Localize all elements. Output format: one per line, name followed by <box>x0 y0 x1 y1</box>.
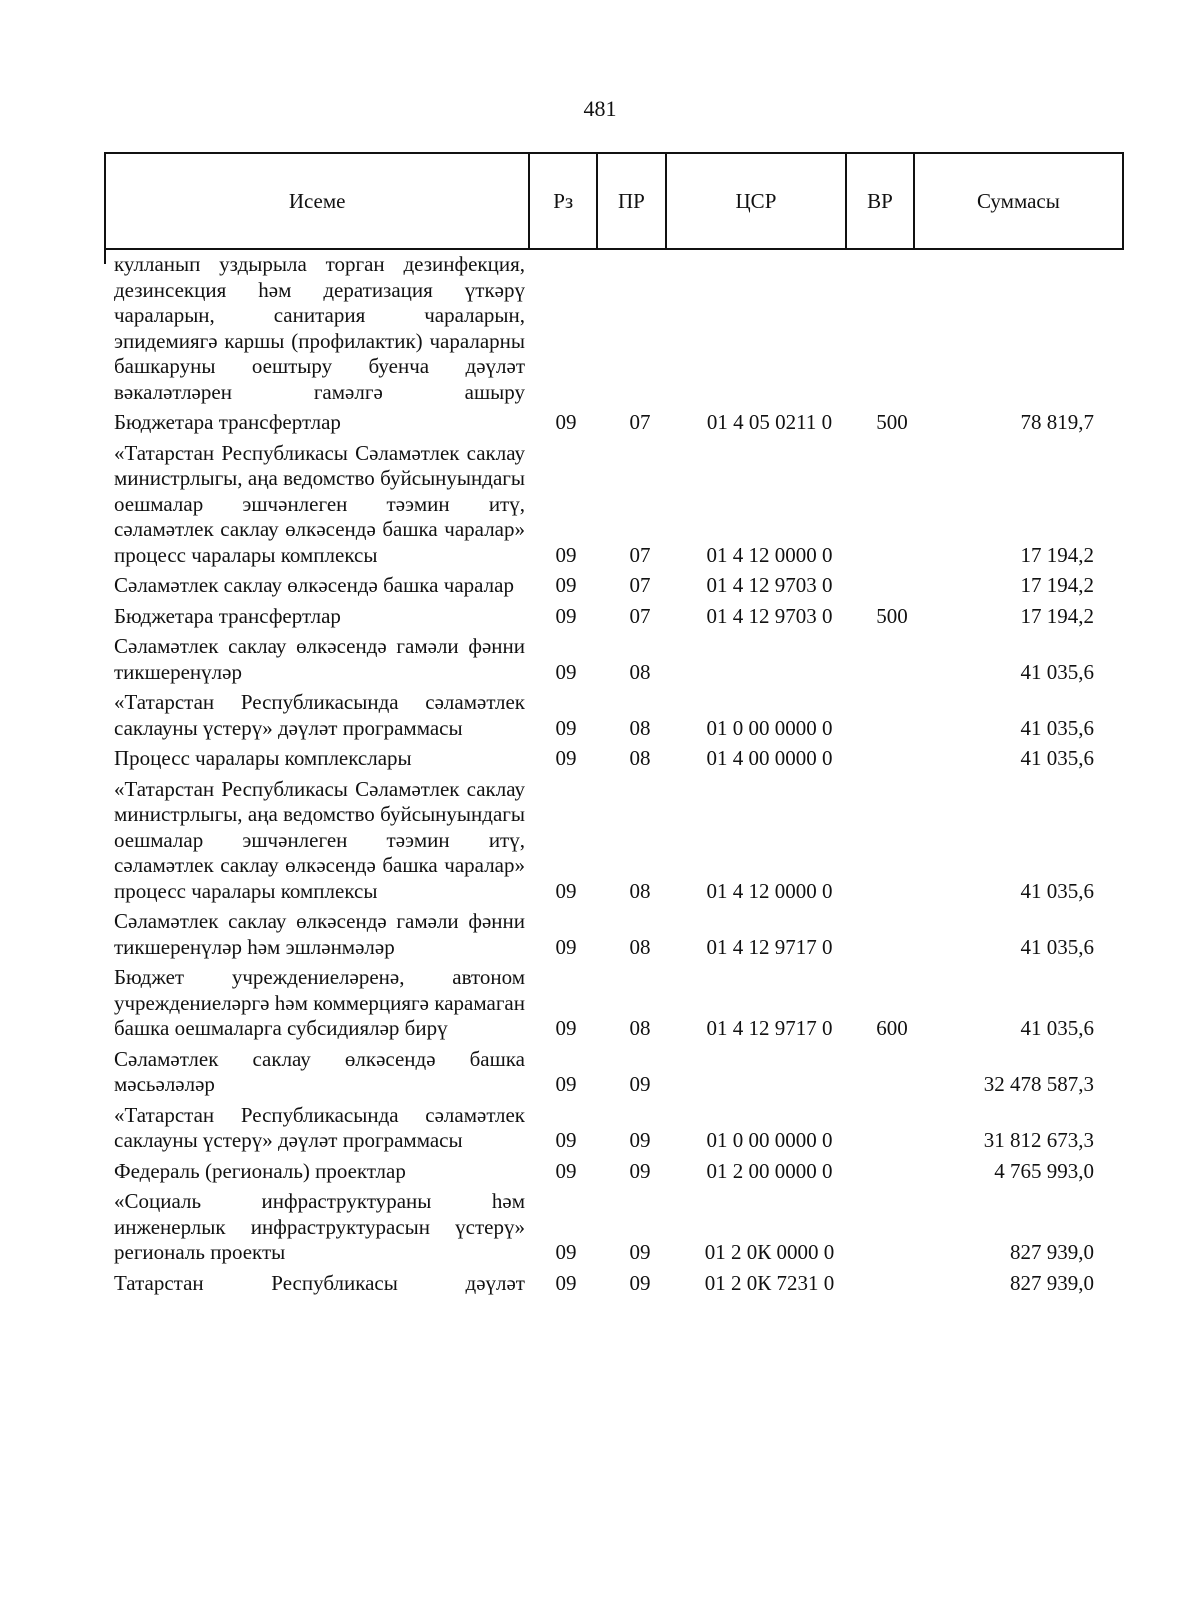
row-vr <box>862 1271 922 1297</box>
row-rz: 09 <box>555 1072 577 1096</box>
row-csr: 01 4 12 0000 0 <box>706 878 833 903</box>
row-rz: 09 <box>555 410 577 434</box>
table-left-border <box>104 250 106 264</box>
row-sum: 78 819,7 <box>1020 410 1094 434</box>
row-sum: 31 812 673,3 <box>983 1128 1094 1152</box>
page-number: 481 <box>583 96 617 121</box>
row-values <box>525 1271 1105 1297</box>
table-row <box>104 604 1124 630</box>
row-name: «Татарстан Республикасы Сәламәтлек саклау министрлыгы, аңа ведомство буйсынуындагы оешмалар эшчәнлеген тәэмин итү, сәламәтлек саклау өлкәсендә башка чаралар» процесс чаралары комплексы <box>114 776 525 903</box>
row-pr: 08 <box>629 715 651 740</box>
row-name: «Татарстан Республикасы Сәламәтлек саклау министрлыгы, аңа ведомство буйсынуындагы оешмалар эшчәнлеген тәэмин итү, сәламәтлек саклау өлкәсендә башка чаралар» процесс чаралары комплексы <box>114 440 525 567</box>
row-vr <box>862 746 922 772</box>
row-values <box>525 879 1105 905</box>
row-sum: 41 035,6 <box>1020 1016 1094 1040</box>
header-vr: ВР <box>847 154 915 248</box>
row-pr: 09 <box>629 1128 651 1152</box>
row-name: Сәламәтлек саклау өлкәсендә гамәли фәнни тикшеренүләр <box>114 634 525 684</box>
row-name: Сәламәтлек саклау өлкәсендә башка мәсьәләләр <box>114 1046 525 1096</box>
row-pr: 08 <box>629 659 651 684</box>
table-row <box>104 746 1124 772</box>
row-values <box>525 746 1105 772</box>
table-row <box>104 634 1124 685</box>
row-csr: 01 2 0К 7231 0 <box>704 1270 835 1295</box>
row-vr <box>862 660 922 686</box>
row-csr: 01 0 00 0000 0 <box>706 715 833 740</box>
row-pr: 08 <box>629 746 651 770</box>
row-csr: 01 2 0К 0000 0 <box>704 1240 835 1264</box>
row-name: «Татарстан Республикасында сәламәтлек саклауны үстерү» дәүләт программасы <box>114 690 525 740</box>
row-values <box>525 1072 1105 1098</box>
row-pr: 07 <box>629 573 651 597</box>
header-name: Исеме <box>106 154 530 248</box>
row-vr <box>862 573 922 599</box>
row-sum: 41 035,6 <box>1020 659 1094 684</box>
row-csr: 01 2 00 0000 0 <box>706 1158 833 1183</box>
row-csr: 01 4 05 0211 0 <box>706 410 833 434</box>
row-sum: 41 035,6 <box>1020 746 1094 770</box>
row-name: Бюджетара трансфертлар <box>114 410 341 434</box>
table-row <box>104 573 1124 599</box>
row-csr: 01 4 12 0000 0 <box>706 542 833 567</box>
header-sum: Суммасы <box>976 188 1060 213</box>
row-rz: 09 <box>555 659 577 684</box>
row-sum: 41 035,6 <box>1020 878 1094 903</box>
row-pr: 09 <box>629 1270 651 1295</box>
table-header <box>104 152 1124 250</box>
row-vr <box>862 1240 922 1266</box>
row-values <box>525 543 1105 569</box>
row-pr: 07 <box>629 603 651 628</box>
row-values <box>525 410 1105 436</box>
row-sum: 827 939,0 <box>1010 1240 1094 1264</box>
table-row <box>104 690 1124 741</box>
table-row <box>104 410 1124 436</box>
table-row <box>104 1047 1124 1098</box>
row-name: «Социаль инфраструктураны һәм инженерлык инфраструктурасын үстерү» региональ проекты <box>114 1189 525 1264</box>
row-pr: 08 <box>629 1016 651 1040</box>
row-name: Процесс чаралары комплекслары <box>114 746 412 770</box>
row-sum: 17 194,2 <box>1020 603 1094 628</box>
row-sum: 41 035,6 <box>1020 934 1094 959</box>
row-csr: 01 4 12 9703 0 <box>706 573 833 597</box>
row-name: Татарстан Республикасы дәүләт <box>114 1270 525 1295</box>
row-pr: 09 <box>629 1240 651 1264</box>
row-values <box>525 604 1105 630</box>
row-values <box>525 1240 1105 1266</box>
row-values <box>525 716 1105 742</box>
row-csr: 01 4 12 9703 0 <box>706 603 833 628</box>
table-row <box>104 252 1124 405</box>
table-row <box>104 965 1124 1042</box>
row-name: Федераль (региональ) проектлар <box>114 1158 406 1183</box>
row-sum: 41 035,6 <box>1020 715 1094 740</box>
row-sum: 827 939,0 <box>1010 1270 1094 1295</box>
row-rz: 09 <box>555 573 577 597</box>
row-csr: 01 4 12 9717 0 <box>706 1016 833 1040</box>
row-rz: 09 <box>555 1016 577 1040</box>
row-csr <box>677 1072 862 1098</box>
row-csr: 01 0 00 0000 0 <box>706 1128 833 1152</box>
row-values <box>525 573 1105 599</box>
row-name: Бюджетара трансфертлар <box>114 603 341 628</box>
row-vr <box>862 935 922 961</box>
row-values <box>525 1159 1105 1185</box>
header-csr: ЦСР <box>667 154 847 248</box>
table-row <box>104 441 1124 569</box>
row-rz: 09 <box>555 1240 577 1264</box>
header-pr: ПР <box>598 154 667 248</box>
row-vr <box>862 543 922 569</box>
row-values <box>525 935 1105 961</box>
row-pr: 07 <box>629 410 651 434</box>
row-name: Сәламәтлек саклау өлкәсендә башка чаралар <box>114 573 514 597</box>
row-vr <box>862 1072 922 1098</box>
table-body <box>104 252 1124 1301</box>
row-rz: 09 <box>555 542 577 567</box>
row-sum: 17 194,2 <box>1020 573 1094 597</box>
row-rz: 09 <box>555 1158 577 1183</box>
table-row <box>104 1271 1124 1297</box>
row-pr: 07 <box>629 542 651 567</box>
row-pr: 09 <box>629 1158 651 1183</box>
row-rz: 09 <box>555 934 577 959</box>
row-vr <box>862 1159 922 1185</box>
row-name: кулланып уздырыла торган дезинфекция, дезинсекция һәм дератизация үткәрү чараларын, санитария чараларын, эпидемиягә каршы (профилактик) чараларны башкаруны оештыру буенча дәүләт вәкаләтләрен гамәлгә ашыру <box>114 252 525 404</box>
row-name: Бюджет учреждениеләренә, автоном учреждениеләргә һәм коммерциягә карамаган башка оешмаларга субсидияләр бирү <box>114 965 525 1040</box>
row-rz: 09 <box>555 746 577 770</box>
row-vr <box>862 1128 922 1154</box>
row-values <box>525 1016 1105 1042</box>
row-rz: 09 <box>555 1128 577 1152</box>
row-name: «Татарстан Республикасында сәламәтлек саклауны үстерү» дәүләт программасы <box>114 1102 525 1152</box>
row-pr: 08 <box>629 934 651 959</box>
row-values <box>525 660 1105 686</box>
row-vr <box>862 716 922 742</box>
row-values <box>525 1128 1105 1154</box>
row-rz: 09 <box>555 878 577 903</box>
row-csr: 01 4 00 0000 0 <box>706 746 833 770</box>
header-rz: Рз <box>530 154 598 248</box>
row-sum: 32 478 587,3 <box>983 1072 1094 1096</box>
table-row <box>104 1159 1124 1185</box>
row-pr: 08 <box>629 878 651 903</box>
row-name: Сәламәтлек саклау өлкәсендә гамәли фәнни тикшеренүләр һәм эшләнмәләр <box>114 909 525 959</box>
row-vr: 600 <box>876 1016 908 1040</box>
row-sum: 4 765 993,0 <box>994 1158 1094 1183</box>
row-vr <box>862 879 922 905</box>
table-row <box>104 1189 1124 1266</box>
table-row <box>104 777 1124 905</box>
row-rz: 09 <box>555 715 577 740</box>
row-vr: 500 <box>876 603 908 628</box>
table-row <box>104 909 1124 960</box>
row-rz: 09 <box>555 1270 577 1295</box>
row-vr: 500 <box>876 410 908 434</box>
row-sum: 17 194,2 <box>1020 542 1094 567</box>
row-pr: 09 <box>629 1072 651 1096</box>
row-csr <box>677 660 862 686</box>
table-row <box>104 1103 1124 1154</box>
row-csr: 01 4 12 9717 0 <box>706 934 833 959</box>
row-rz: 09 <box>555 603 577 628</box>
